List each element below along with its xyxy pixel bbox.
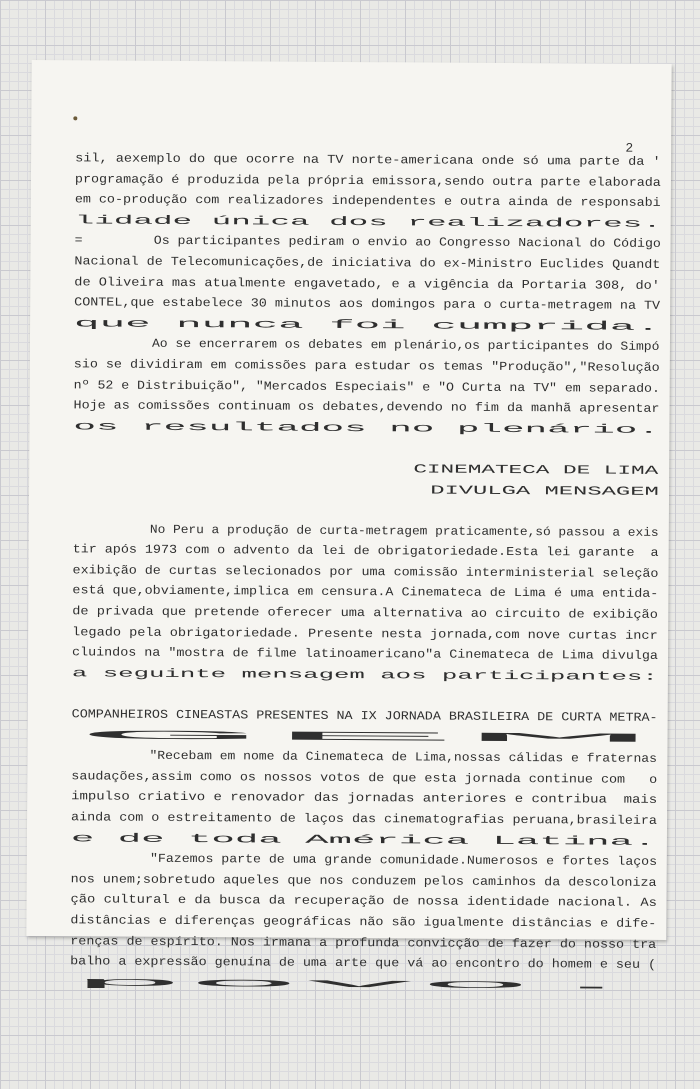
page-number: 2: [625, 140, 634, 156]
text-line: saudações,assim como os nossos votos de que esta jornada continue com o: [71, 769, 658, 787]
text-line: exibição de curtas selecionados por uma comissão interministerial seleção: [72, 563, 659, 581]
text-line: de privada que pretende oferecer uma alternativa ao circuito de exibição: [72, 604, 658, 622]
text-line: tir após 1973 com o advento da lei de obrigatoriedade.Esta lei garante a: [72, 542, 659, 561]
text-line: os resultados no plenário.: [73, 419, 660, 437]
text-line: Hoje as comissões continuam os debates,devendo no fim da manhã apresentar: [73, 398, 660, 417]
text-line: lidade única dos realizadores.: [74, 213, 662, 231]
text-line: distâncias e diferenças geográficas não são igualmente distâncias e dife-: [70, 913, 657, 931]
text-line: CINEMATECA DE LIMA: [73, 460, 659, 478]
text-line: programação é produzida pela própria emissora,sendo outra parte elaborada: [74, 171, 661, 190]
text-line: balho a expressão genuína de uma arte que vá ao encontro do homem e seu (: [70, 954, 657, 973]
text-line: ainda com o estreitamento de laços das cinematografias peruana,brasileira: [71, 810, 657, 828]
text-line: sil, aexemplo do que ocorre na TV norte-americana onde só uma parte da ': [75, 151, 661, 169]
text-line: sio se dividiram em comissões para estudar os temas "Produção","Resolução: [73, 357, 660, 375]
text-line: nos unem;sobretudo aqueles que nos conduzem pelos caminhos da descoloniza: [70, 872, 657, 890]
text-line: de Oliveira mas atualmente engavetado, e a vigência da Portaria 308, do': [74, 274, 660, 293]
text-line: No Peru a produção de curta-metragem praticamente,só passou a exis: [72, 522, 659, 540]
text-line: GEM: [71, 727, 657, 746]
text-line: Ao se encerrarem os debates em plenário,os participantes do Simpó: [73, 336, 660, 355]
text-line: DIVULGA MENSAGEM: [73, 480, 659, 499]
text-line: legado pela obrigatoriedade. Presente nesta jornada,com nove curtas incr: [72, 624, 658, 643]
text-line: a seguinte mensagem aos participantes:: [71, 666, 658, 684]
text-line: impulso criativo e renovador das jornadas anteriores e contribua mais: [71, 789, 658, 808]
text-line: renças de espírito. Nos irmana a profunda convicção de fazer do nosso tra: [70, 933, 657, 952]
text-line: povo.: [70, 975, 650, 993]
text-line: nº 52 e Distribuição", "Mercados Especiais" e "O Curta na TV" em separado.: [73, 377, 660, 396]
text-line: cluindos na "mostra de filme latinoamericano"a Cinemateca de Lima divulga: [72, 645, 658, 664]
typed-page: [26, 60, 671, 993]
text-line: em co-produção com realizadores independentes e outra ainda de responsabi: [74, 192, 661, 211]
text-line: que nunca foi cumprida.: [74, 316, 661, 334]
paper-stain: [73, 116, 77, 120]
text-line: "Recebam em nome da Cinemateca de Lima,nossas cálidas e fraternas: [71, 748, 657, 767]
typed-text-body: [70, 148, 665, 996]
text-line: ção cultural e da busca da recuperação de nossa identidade nacional. As: [70, 892, 657, 911]
text-line: CONTEL,que estabelece 30 minutos aos domingos para o curta-metragem na TV: [74, 295, 661, 314]
text-line: = Os participantes pediram o envio ao Congresso Nacional do Código: [74, 233, 661, 252]
text-line: COMPANHEIROS CINEASTAS PRESENTES NA IX JORNADA BRASILEIRA DE CURTA METRA-: [71, 707, 658, 725]
text-line: e de toda América Latina.: [70, 830, 657, 849]
text-line: está que,obviamente,implica em censura.A Cinemateca de Lima é uma entida-: [72, 583, 659, 602]
text-line: Nacional de Telecomunicações,de iniciativa do ex-Ministro Euclides Quandt: [74, 254, 661, 272]
text-line: "Fazemos parte de uma grande comunidade.Numerosos e fortes laços: [70, 851, 658, 870]
